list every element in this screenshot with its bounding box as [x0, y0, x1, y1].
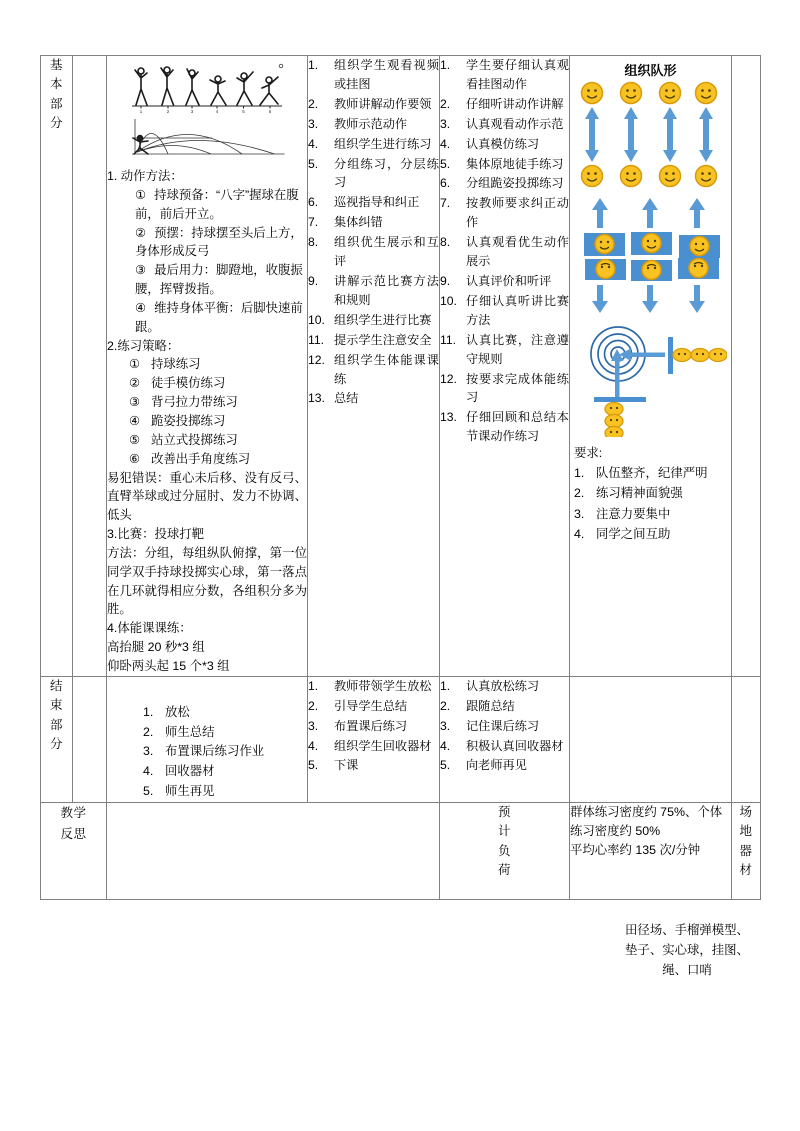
item-number: 2. [440, 96, 451, 111]
item-number: 4. [574, 526, 585, 541]
section-label-basic-char-2: 本 [49, 77, 63, 92]
item-number: 12. [308, 352, 325, 367]
list-item [308, 697, 439, 716]
item-number: 2. [143, 724, 154, 739]
list-item [440, 756, 569, 775]
item-text: 布置课后练习 [334, 718, 408, 733]
formation-diagram-target-practice [574, 321, 727, 442]
item-number: 6. [440, 176, 451, 191]
venue-items-cell: 田径场、手榴弹模型、垫子、实心球，挂图、绳、口哨 [625, 923, 749, 977]
strategy-item-3-marker: ③ [129, 395, 141, 410]
item-number: 3. [440, 116, 451, 131]
formation-requirements [570, 442, 731, 549]
section-label-basic-char-4: 分 [49, 116, 63, 131]
item-number: 3. [574, 506, 585, 521]
item-text: 组织学生观看视频或挂图 [334, 58, 439, 91]
reflection-label-cell [41, 803, 107, 900]
list-item [308, 56, 439, 94]
load-label-char-3: 负 [497, 843, 511, 858]
list-item [308, 351, 439, 389]
item-number: 5. [440, 156, 451, 171]
requirements-list [574, 464, 729, 544]
item-text: 集体原地徒手练习 [466, 156, 564, 171]
item-text: 下课 [334, 758, 359, 773]
item-text: 组织学生进行练习 [334, 136, 432, 151]
method-step-1-marker: ① [135, 187, 147, 202]
item-text: 认真观看优生动作展示 [466, 235, 569, 269]
method-step-3-text: 最后用力：脚蹬地，收腹振腰，挥臂拨指。 [135, 263, 303, 297]
item-number: 1. [440, 58, 451, 72]
list-item [308, 311, 439, 330]
item-number: 4. [308, 136, 319, 151]
item-text: 巡视指导和纠正 [334, 195, 420, 210]
list-item [143, 703, 307, 722]
table-row-reflection [41, 803, 761, 900]
list-item [440, 677, 569, 696]
ending-formation-cell [570, 676, 732, 802]
ending-content-list [107, 703, 307, 801]
strategy-item-4-text: 跪姿投掷练习 [151, 413, 226, 428]
item-number: 10. [440, 293, 457, 308]
ending-content-cell [107, 676, 308, 802]
list-item [308, 717, 439, 736]
ending-student-activities-cell [440, 676, 570, 802]
item-text: 仔细回顾和总结本节课动作练习 [466, 410, 569, 444]
item-text: 认真放松练习 [466, 678, 540, 693]
item-text: 提示学生注意安全 [334, 332, 432, 347]
lesson-plan-table [40, 55, 761, 900]
strategy-item-2-marker: ② [129, 376, 141, 391]
item-number: 2. [574, 486, 585, 501]
list-item [440, 56, 569, 94]
list-item [143, 723, 307, 742]
ending-teacher-activity-list [308, 677, 439, 776]
item-text: 注意力要集中 [596, 506, 671, 521]
practice-strategy-list [107, 355, 307, 468]
table-row-ending-section [41, 676, 761, 802]
item-text: 练习精神面貌强 [596, 486, 683, 501]
basic-extra-cell [732, 56, 761, 677]
student-activity-list [440, 56, 569, 446]
list-item [308, 155, 439, 193]
item-text: 按教师要求纠正动作 [466, 196, 569, 230]
item-number: 5. [308, 758, 319, 773]
formation-diagrams [570, 81, 731, 442]
strategy-item-6-marker: ⑥ [129, 451, 141, 466]
contest-heading: 3.比赛：投球打靶 [107, 527, 205, 542]
item-number: 5. [143, 784, 154, 799]
list-item [143, 762, 307, 781]
item-text: 分组练习，分层练习 [334, 156, 439, 190]
list-item [440, 370, 569, 408]
fitness-item-1: 高抬腿 20 秒*3 组 [107, 640, 205, 655]
item-text: 记住课后练习 [466, 718, 540, 733]
load-label-char-1: 预 [497, 805, 511, 819]
strategy-item-4-marker: ④ [129, 413, 141, 428]
item-number: 8. [308, 235, 319, 250]
venue-label-char-3: 器 [739, 843, 753, 858]
item-number: 10. [308, 312, 325, 327]
list-item [574, 525, 729, 544]
list-item [440, 408, 569, 446]
list-item [143, 742, 307, 761]
list-item [440, 194, 569, 232]
item-text: 引导学生总结 [334, 698, 408, 713]
queue-horizontal-smileys [673, 349, 727, 362]
item-number: 8. [440, 235, 451, 250]
venue-label-char-4: 材 [739, 863, 753, 878]
item-number: 7. [440, 196, 451, 211]
svg-text:6: 6 [268, 109, 272, 114]
item-number: 1. [308, 678, 319, 693]
strategy-item-6-text: 改善出手角度练习 [151, 451, 251, 466]
throwing-technique-illustration [107, 56, 307, 167]
item-number: 4. [143, 764, 154, 779]
down-arrow-group [592, 285, 705, 313]
svg-text:4: 4 [215, 109, 219, 114]
item-number: 6. [308, 195, 319, 210]
list-item [574, 464, 729, 483]
section-label-ending-char-3: 部 [49, 717, 63, 732]
item-number: 4. [308, 738, 319, 753]
item-number: 4. [440, 136, 451, 151]
item-text: 学生要仔细认真观看挂图动作 [466, 58, 569, 91]
method-step-4-marker: ④ [135, 300, 147, 315]
item-number: 3. [308, 116, 319, 131]
svg-text:3: 3 [190, 109, 194, 114]
method-step-1-text: 持球预备：“八字”握球在腹前，前后开立。 [135, 187, 299, 221]
item-text: 仔细听讲动作讲解 [466, 96, 564, 111]
item-text: 讲解示范比赛方法和规则 [334, 273, 439, 307]
item-text: 分组跪姿投掷练习 [466, 176, 564, 191]
item-number: 2. [440, 698, 451, 713]
queue-vertical-smileys [605, 403, 623, 438]
requirements-title: 要求: [574, 446, 603, 460]
item-number: 11. [308, 332, 325, 347]
item-text: 组织学生体能课课练 [334, 352, 439, 386]
strategy-item-1 [107, 355, 307, 374]
list-item [308, 213, 439, 232]
item-text: 总结 [334, 391, 359, 406]
list-item [308, 115, 439, 134]
section-label-basic [41, 56, 73, 677]
item-text: 教师讲解动作要领 [334, 96, 432, 111]
svg-text:1: 1 [139, 109, 143, 114]
list-item [308, 95, 439, 114]
formation-diagram-paired-rows [574, 81, 727, 196]
item-number: 12. [440, 371, 457, 386]
item-number: 5. [440, 758, 451, 773]
item-number: 3. [143, 744, 154, 759]
venue-label-cell [732, 803, 761, 900]
list-item [308, 135, 439, 154]
formation-diagram-mat-groups [574, 196, 727, 321]
strategy-item-6 [107, 450, 307, 469]
list-item [440, 292, 569, 330]
up-arrow-group [592, 198, 705, 228]
section-label-ending-char-1: 结 [49, 678, 63, 693]
list-item [308, 272, 439, 310]
item-text: 积极认真回收器材 [466, 738, 564, 753]
formation-title: 组织队形 [624, 63, 677, 78]
item-number: 3. [440, 718, 451, 733]
item-number: 11. [440, 332, 457, 347]
item-text: 认真模仿练习 [466, 136, 540, 151]
list-item [308, 389, 439, 408]
item-text: 师生总结 [165, 724, 215, 739]
item-number: 1. [308, 58, 319, 72]
venue-label-char-2: 地 [739, 824, 753, 839]
basic-formation-cell [570, 56, 732, 677]
basic-content-text [107, 167, 307, 676]
list-item [143, 782, 307, 801]
list-item [440, 331, 569, 369]
item-number: 1. [574, 466, 585, 481]
list-item [440, 155, 569, 174]
item-text: 组织学生回收器材 [334, 738, 432, 753]
strategy-item-2-text: 徒手模仿练习 [151, 376, 226, 391]
strategy-item-1-marker: ① [129, 357, 141, 372]
basic-time-cell [73, 56, 107, 677]
load-label-char-4: 荷 [497, 863, 511, 878]
ending-teacher-activities-cell [308, 676, 440, 802]
list-item [308, 233, 439, 271]
list-item [440, 697, 569, 716]
list-item [574, 484, 729, 503]
double-arrow-group [585, 107, 713, 162]
strategy-item-3-text: 背弓拉力带练习 [151, 395, 238, 410]
fitness-heading: 4.体能课课练： [107, 621, 192, 636]
item-number: 2. [308, 698, 319, 713]
strategy-item-5-text: 站立式投掷练习 [151, 432, 238, 447]
section-label-ending-char-2: 束 [49, 698, 63, 713]
reflection-content-cell[interactable] [107, 803, 440, 900]
paired-rows-svg [575, 81, 727, 191]
list-item [440, 272, 569, 291]
throwing-sequence-svg [122, 58, 292, 158]
strategy-item-5-marker: ⑤ [129, 432, 141, 447]
strategy-item-5 [107, 431, 307, 450]
method-step-2-marker: ② [135, 225, 147, 240]
method-step-4-text: 维持身体平衡：后脚快速前跟。 [135, 300, 303, 334]
basic-content-cell [107, 56, 308, 677]
ending-extra-cell [732, 676, 761, 802]
reflection-label-line-2: 反思 [60, 827, 87, 842]
list-item [440, 174, 569, 193]
item-text: 认真比赛，注意遵守规则 [466, 332, 569, 366]
venue-label-char-1: 场 [739, 805, 753, 819]
list-item [440, 115, 569, 134]
list-item [308, 756, 439, 775]
svg-text:2: 2 [166, 109, 170, 114]
list-item [440, 95, 569, 114]
method-step-4 [107, 299, 307, 337]
item-number: 1. [440, 678, 451, 693]
load-line-2: 平均心率约 135 次/分钟 [570, 843, 701, 858]
item-number: 4. [440, 738, 451, 753]
strategy-item-1-text: 持球练习 [151, 357, 201, 372]
method-step-3-marker: ③ [135, 263, 147, 278]
item-number: 7. [308, 215, 319, 230]
item-text: 认真观看动作示范 [466, 116, 564, 131]
item-number: 13. [440, 410, 457, 425]
section-label-ending [41, 676, 73, 802]
item-number: 5. [308, 156, 319, 171]
item-number: 9. [440, 273, 451, 288]
item-text: 教师带领学生放松 [334, 678, 432, 693]
list-item [440, 717, 569, 736]
item-text: 集体纠错 [334, 215, 383, 230]
item-number: 2. [308, 96, 319, 111]
item-number: 1. [143, 704, 154, 719]
list-item [574, 505, 729, 524]
load-line-1: 群体练习密度约 75%、个体练习密度约 50% [570, 805, 723, 839]
section-label-ending-char-4: 分 [49, 736, 63, 751]
svg-text:5: 5 [242, 109, 245, 114]
target-practice-svg [575, 321, 727, 437]
table-row-basic-section [41, 56, 761, 677]
item-text: 队伍整齐，纪律严明 [596, 466, 708, 481]
item-text: 仔细认真听讲比赛方法 [466, 293, 569, 327]
item-number: 13. [308, 391, 325, 406]
ending-time-cell [73, 676, 107, 802]
list-item [308, 677, 439, 696]
item-text: 按要求完成体能练习 [466, 371, 569, 405]
item-number: 9. [308, 273, 319, 288]
load-label-cell [440, 803, 570, 900]
reflection-label-line-1: 教学 [60, 806, 87, 820]
strategy-item-2 [107, 374, 307, 393]
strategy-heading: 2.练习策略： [107, 338, 180, 353]
method-step-2 [107, 224, 307, 262]
fitness-item-2: 仰卧两头起 15 个*3 组 [107, 658, 230, 673]
item-text: 同学之间互助 [596, 526, 671, 541]
ending-student-activity-list [440, 677, 569, 776]
list-item [308, 193, 439, 212]
method-step-2-text: 预摆：持球摆至头后上方，身体形成反弓 [135, 225, 303, 259]
item-text: 回收器材 [165, 764, 215, 779]
item-number: 3. [308, 718, 319, 733]
strategy-item-3 [107, 393, 307, 412]
load-label-char-2: 计 [497, 824, 511, 839]
item-text: 向老师再见 [466, 758, 527, 773]
item-text: 放松 [165, 704, 190, 719]
item-text: 组织学生进行比赛 [334, 312, 432, 327]
list-item [440, 737, 569, 756]
contest-method-text: 方法：分组，每组纵队俯撑，第一位同学双手持球投掷实心球，第一落点在几环就得相应分数，各组积分多为胜。 [107, 545, 307, 617]
item-text: 组织优生展示和互评 [334, 235, 439, 269]
load-content-cell [570, 803, 732, 900]
list-item [308, 737, 439, 756]
item-text: 布置课后练习作业 [165, 744, 265, 759]
item-text: 认真评价和听评 [466, 273, 552, 288]
item-text: 师生再见 [165, 784, 215, 799]
basic-student-activities-cell [440, 56, 570, 677]
strategy-item-4 [107, 412, 307, 431]
mat-groups-svg [575, 196, 727, 316]
teacher-activity-list [308, 56, 439, 408]
list-item [308, 331, 439, 350]
item-text: 教师示范动作 [334, 116, 408, 131]
item-text: 跟随总结 [466, 698, 515, 713]
list-item [440, 233, 569, 271]
list-item [440, 135, 569, 154]
section-label-basic-char-3: 部 [49, 96, 63, 111]
method-step-1 [107, 186, 307, 224]
common-errors-text: 易犯错误：重心未后移、没有反弓、直臂举球或过分屈肘、发力不协调、低头 [107, 470, 307, 523]
section-label-basic-char-1: 基 [49, 58, 63, 72]
basic-teacher-activities-cell [308, 56, 440, 677]
method-heading: 1. 动作方法： [107, 169, 183, 183]
method-step-3 [107, 261, 307, 299]
